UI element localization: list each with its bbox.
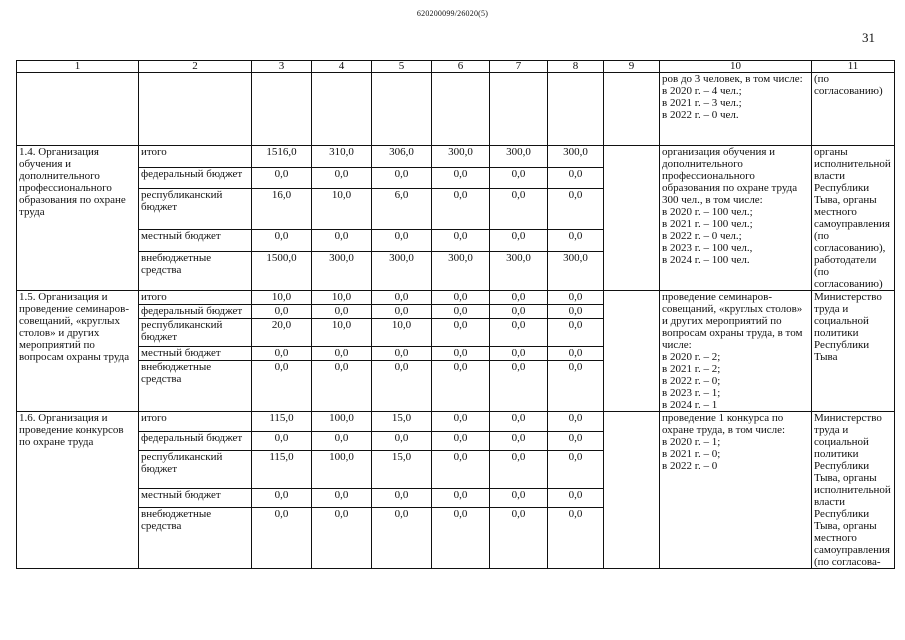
amount-cell: 0,0 <box>372 291 432 305</box>
header-row <box>17 61 895 73</box>
activity-name: 1.4. Организация обучения и дополнительного профессионального образования по охране труда <box>17 146 139 291</box>
activity-name: 1.6. Организация и проведение конкурсов по охране труда <box>17 412 139 569</box>
amount-cell: 0,0 <box>548 346 604 360</box>
continued-executors: (по согласованию) <box>812 73 895 146</box>
amount-cell: 0,0 <box>490 488 548 508</box>
funding-source: республиканский бюджет <box>139 451 252 489</box>
amount-cell: 0,0 <box>432 346 490 360</box>
column-number: 4 <box>312 61 372 73</box>
empty-cell <box>604 412 660 569</box>
amount-cell: 0,0 <box>432 230 490 252</box>
amount-cell: 0,0 <box>432 488 490 508</box>
amount-cell: 10,0 <box>312 319 372 346</box>
empty-cell <box>312 73 372 146</box>
column-number: 11 <box>812 61 895 73</box>
amount-cell: 0,0 <box>252 361 312 412</box>
funding-source: федеральный бюджет <box>139 305 252 319</box>
amount-cell: 300,0 <box>548 146 604 168</box>
empty-cell <box>372 73 432 146</box>
empty-cell <box>604 146 660 291</box>
amount-cell: 300,0 <box>548 252 604 291</box>
expected-result: проведение 1 конкурса по охране труда, в том числе: в 2020 г. – 1; в 2021 г. – 0; в 2022 г. – 0 <box>660 412 812 569</box>
amount-cell: 0,0 <box>548 230 604 252</box>
amount-cell: 0,0 <box>548 167 604 189</box>
funding-source: итого <box>139 291 252 305</box>
amount-cell: 0,0 <box>490 431 548 451</box>
amount-cell: 0,0 <box>312 346 372 360</box>
funding-source: итого <box>139 146 252 168</box>
amount-cell: 0,0 <box>490 189 548 230</box>
table-row <box>17 412 895 432</box>
amount-cell: 16,0 <box>252 189 312 230</box>
amount-cell: 310,0 <box>312 146 372 168</box>
amount-cell: 0,0 <box>490 319 548 346</box>
amount-cell: 0,0 <box>372 361 432 412</box>
amount-cell: 10,0 <box>252 291 312 305</box>
amount-cell: 0,0 <box>432 451 490 489</box>
amount-cell: 0,0 <box>252 346 312 360</box>
amount-cell: 0,0 <box>372 431 432 451</box>
amount-cell: 6,0 <box>372 189 432 230</box>
funding-source: внебюджетные средства <box>139 252 252 291</box>
amount-cell: 0,0 <box>252 488 312 508</box>
amount-cell: 0,0 <box>548 291 604 305</box>
amount-cell: 0,0 <box>490 167 548 189</box>
funding-source: республиканский бюджет <box>139 189 252 230</box>
amount-cell: 0,0 <box>312 305 372 319</box>
amount-cell: 0,0 <box>432 508 490 569</box>
amount-cell: 0,0 <box>312 488 372 508</box>
funding-source: федеральный бюджет <box>139 431 252 451</box>
funding-source: внебюджетные средства <box>139 508 252 569</box>
amount-cell: 115,0 <box>252 412 312 432</box>
amount-cell: 10,0 <box>312 291 372 305</box>
amount-cell: 0,0 <box>490 305 548 319</box>
page-number: 31 <box>862 30 875 45</box>
program-table <box>16 60 895 569</box>
amount-cell: 115,0 <box>252 451 312 489</box>
amount-cell: 10,0 <box>312 189 372 230</box>
funding-source: республиканский бюджет <box>139 319 252 346</box>
amount-cell: 0,0 <box>372 346 432 360</box>
amount-cell: 300,0 <box>372 252 432 291</box>
column-number: 7 <box>490 61 548 73</box>
amount-cell: 100,0 <box>312 451 372 489</box>
amount-cell: 0,0 <box>372 508 432 569</box>
amount-cell: 0,0 <box>432 319 490 346</box>
amount-cell: 0,0 <box>252 431 312 451</box>
column-number: 2 <box>139 61 252 73</box>
amount-cell: 0,0 <box>490 346 548 360</box>
amount-cell: 0,0 <box>372 305 432 319</box>
amount-cell: 0,0 <box>548 488 604 508</box>
amount-cell: 0,0 <box>312 361 372 412</box>
amount-cell: 0,0 <box>490 508 548 569</box>
amount-cell: 0,0 <box>372 167 432 189</box>
amount-cell: 300,0 <box>490 146 548 168</box>
empty-cell <box>490 73 548 146</box>
empty-cell <box>548 73 604 146</box>
amount-cell: 0,0 <box>252 230 312 252</box>
amount-cell: 0,0 <box>490 291 548 305</box>
amount-cell: 0,0 <box>548 361 604 412</box>
amount-cell: 0,0 <box>252 305 312 319</box>
column-number: 9 <box>604 61 660 73</box>
funding-source: местный бюджет <box>139 230 252 252</box>
column-number: 10 <box>660 61 812 73</box>
amount-cell: 0,0 <box>432 431 490 451</box>
amount-cell: 15,0 <box>372 412 432 432</box>
executors: Министерство труда и социальной политики Республики Тыва, органы исполнительной власти Республики Тыва, органы местного самоуправления (по согласова- <box>812 412 895 569</box>
amount-cell: 1500,0 <box>252 252 312 291</box>
amount-cell: 100,0 <box>312 412 372 432</box>
amount-cell: 306,0 <box>372 146 432 168</box>
empty-cell <box>139 73 252 146</box>
amount-cell: 0,0 <box>548 189 604 230</box>
activity-name: 1.5. Организация и проведение семинаров-совещаний, «круглых столов» и других мероприятий по вопросам охраны труда <box>17 291 139 412</box>
amount-cell: 0,0 <box>312 230 372 252</box>
continuation-row <box>17 73 895 146</box>
amount-cell: 0,0 <box>548 451 604 489</box>
amount-cell: 0,0 <box>432 291 490 305</box>
executors: Министерство труда и социальной политики Республики Тыва <box>812 291 895 412</box>
column-number: 6 <box>432 61 490 73</box>
amount-cell: 0,0 <box>490 230 548 252</box>
amount-cell: 0,0 <box>548 431 604 451</box>
amount-cell: 0,0 <box>372 230 432 252</box>
amount-cell: 0,0 <box>490 412 548 432</box>
table-row <box>17 291 895 305</box>
amount-cell: 0,0 <box>432 305 490 319</box>
amount-cell: 0,0 <box>432 361 490 412</box>
amount-cell: 0,0 <box>312 167 372 189</box>
column-number: 3 <box>252 61 312 73</box>
funding-source: внебюджетные средства <box>139 361 252 412</box>
amount-cell: 0,0 <box>252 167 312 189</box>
amount-cell: 20,0 <box>252 319 312 346</box>
amount-cell: 0,0 <box>432 189 490 230</box>
amount-cell: 300,0 <box>312 252 372 291</box>
table-row <box>17 146 895 168</box>
document-id: 620200099/26020(5) <box>416 9 489 18</box>
amount-cell: 0,0 <box>372 488 432 508</box>
amount-cell: 0,0 <box>432 412 490 432</box>
amount-cell: 300,0 <box>432 252 490 291</box>
funding-source: итого <box>139 412 252 432</box>
funding-source: федеральный бюджет <box>139 167 252 189</box>
amount-cell: 0,0 <box>432 167 490 189</box>
amount-cell: 0,0 <box>312 508 372 569</box>
funding-source: местный бюджет <box>139 488 252 508</box>
column-number: 8 <box>548 61 604 73</box>
amount-cell: 15,0 <box>372 451 432 489</box>
amount-cell: 0,0 <box>548 412 604 432</box>
amount-cell: 10,0 <box>372 319 432 346</box>
expected-result: проведение семинаров-совещаний, «круглых столов» и других мероприятий по вопросам охраны труда, в том числе: в 2020 г. – 2; в 2021 г. – 2; в 2022 г. – 0; в 2023 г. – 1; в 2024 г. – 1 <box>660 291 812 412</box>
amount-cell: 0,0 <box>548 508 604 569</box>
continued-result: ров до 3 человек, в том числе: в 2020 г. – 4 чел.; в 2021 г. – 3 чел.; в 2022 г. – 0 чел. <box>660 73 812 146</box>
empty-cell <box>252 73 312 146</box>
amount-cell: 1516,0 <box>252 146 312 168</box>
amount-cell: 300,0 <box>490 252 548 291</box>
column-number: 1 <box>17 61 139 73</box>
column-number: 5 <box>372 61 432 73</box>
expected-result: организация обучения и дополнительного профессионального образования по охране труда 300 чел., в том числе: в 2020 г. – 100 чел.; в 2021 г. – 100 чел.; в 2022 г. – 0 чел.; в 2023 г. – 100 чел., в 2024 г. – 100 чел. <box>660 146 812 291</box>
empty-cell <box>604 73 660 146</box>
empty-cell <box>17 73 139 146</box>
amount-cell: 300,0 <box>432 146 490 168</box>
amount-cell: 0,0 <box>548 305 604 319</box>
amount-cell: 0,0 <box>490 451 548 489</box>
empty-cell <box>432 73 490 146</box>
funding-source: местный бюджет <box>139 346 252 360</box>
amount-cell: 0,0 <box>548 319 604 346</box>
empty-cell <box>604 291 660 412</box>
executors: органы исполнительной власти Республики Тыва, органы местного самоуправления (по согласованию), работодатели (по согласованию) <box>812 146 895 291</box>
amount-cell: 0,0 <box>490 361 548 412</box>
amount-cell: 0,0 <box>252 508 312 569</box>
amount-cell: 0,0 <box>312 431 372 451</box>
